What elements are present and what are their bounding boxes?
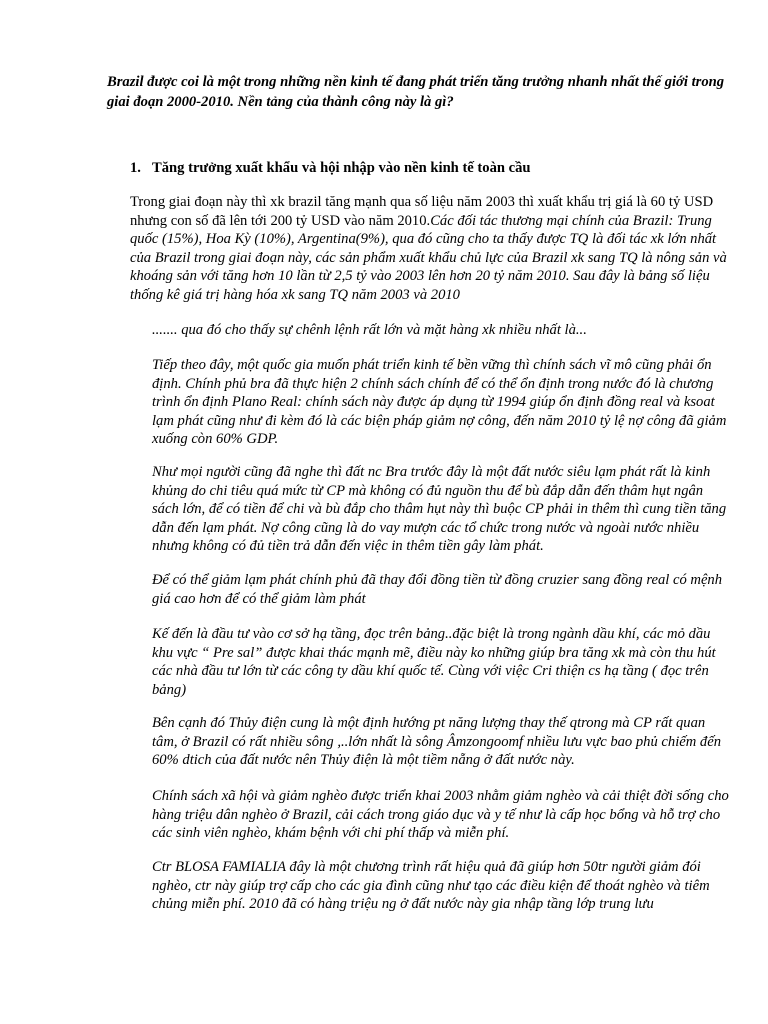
section-number: 1. — [130, 160, 141, 176]
paragraph-social-policy: Chính sách xã hội và giảm nghèo được triển khai 2003 nhằm giảm nghèo và cải thiệt đời sống cho hàng triệu dân nghèo ở Brazil, cải cách trong giáo dục và y tế như là cấp học bổng và hỗ trợ cho các sinh viên nghèo, khám bệnh với chi phí thấp và miễn phí. — [152, 788, 729, 841]
section-heading-text: Tăng trưởng xuất khẩu và hội nhập vào nền kinh tế toàn cầu — [152, 160, 531, 176]
intro-text: Trong giai đoạn này thì xk brazil tăng mạnh qua số liệu năm 2003 thì xuất khẩu trị giá là 60 tỷ USD nhưng con số đã lên tới 200 tỷ USD vào năm 2010. — [130, 194, 714, 229]
paragraph-bolsa-familia: Ctr BLOSA FAMIALIA đây là một chương trình rất hiệu quả đã giúp hơn 50tr người giảm đói nghèo, ctr này giúp trợ cấp cho các gia đình cũng như tạo các điều kiện để thoát nghèo và tiêm chủng miễn phí. 2010 đã có hàng triệu ng ở đất nước này gia nhập tầng lớp trung lưu — [152, 859, 710, 912]
document-title: Brazil được coi là một trong những nền kinh tế đang phát triển tăng trưởng nhanh nhất thế giới trong giai đoạn 2000-2010. Nền tảng của thành công này là gì? — [107, 74, 725, 110]
section-heading — [130, 158, 730, 178]
paragraph-currency-change: Để có thể giảm lạm phát chính phủ đã thay đổi đồng tiền từ đồng cruzier sang đồng real có mệnh giá cao hơn để có thể giảm làm phát — [152, 572, 723, 607]
paragraph-inflation-history: Như mọi người cũng đã nghe thì đất nc Bra trước đây là một đất nước siêu lạm phát rất là kinh khủng do chi tiêu quá mức từ CP mà không có đủ nguồn thu để bù đắp dẫn đến thâm hụt ngân sách lớn, để có tiền để chi và bù đắp cho thâm hụt này thì buộc CP phải in thêm thì cung tiền tăng dẫn đến lạm phát. Nợ công cũng là do vay mượn các tổ chức trong nước và ngoài nước nhiều nhưng không có đủ tiền trả dẫn đến việc in thêm tiền gây làm phát. — [152, 464, 727, 554]
paragraph-hydropower: Bên cạnh đó Thủy điện cung là một định hướng pt năng lượng thay thế qtrong mà CP rất quan tâm, ở Brazil có rất nhiều sông ,..lớn nhất là sông Âmzongoomf nhiều lưu vực bao phủ chiếm đến 60% dtich của đất nước nên Thủy điện là một tiềm nẵng ở đất nước này. — [152, 715, 721, 768]
intro-paragraph — [130, 193, 735, 304]
paragraph-infrastructure: Kế đến là đầu tư vào cơ sở hạ tầng, đọc trên bảng..đặc biệt là trong ngành dầu khí, các mỏ dầu khu vực “ Pre sal” được khai thác mạnh mẽ, điều này ko những giúp bra tăng xk mà còn thu hút các nhà đầu tư lớn từ các công ty dầu khí quốc tế. Cùng với việc Cri thiện cs hạ tầng ( đọc trên bảng) — [152, 626, 716, 698]
intro-italic-text: Các đối tác thương mại chính của Brazil: Trung quốc (15%), Hoa Kỳ (10%), Argentina(9%), qua đó cũng cho ta thấy được TQ là đối tác xk lớn nhất của Brazil trong giai đoạn này, các sản phẩm xuất khẩu chủ lực của Brazil xk sang TQ là nông sản và khoáng sản với tăng hơn 10 lần từ 2,5 tỷ vào 2003 lên hơn 20 tỷ năm 2010. Sau đây là bảng số liệu thống kê giá trị hàng hóa xk sang TQ năm 2003 và 2010 — [130, 212, 727, 303]
paragraph-conclusion-note: ....... qua đó cho thấy sự chênh lệnh rất lớn và mặt hàng xk nhiều nhất là... — [152, 322, 587, 338]
paragraph-macro-policy: Tiếp theo đây, một quốc gia muốn phát triển kinh tế bền vững thì chính sách vĩ mô cũng phải ổn định. Chính phủ bra đã thực hiện 2 chính sách chính để có thể ổn định trong nước đó là chương trình ổn định Plano Real: chính sách này được áp dụng từ 1994 giúp ổn định đồng real và ksoat lạm phát cũng như đi kèm đó là các biện pháp giảm nợ công, đến năm 2010 tỷ lệ nợ công đã giảm xuống còn 60% GDP. — [152, 357, 727, 447]
